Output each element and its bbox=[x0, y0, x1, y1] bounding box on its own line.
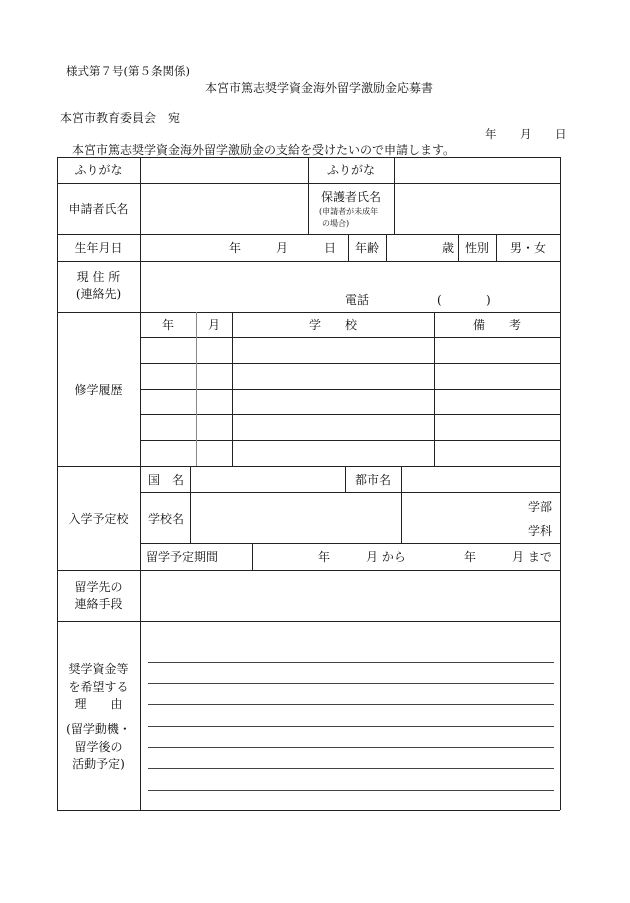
phone-paren-close: ) bbox=[486, 293, 491, 307]
guardian-furigana-field[interactable] bbox=[395, 158, 560, 183]
history-col-school: 学 校 bbox=[308, 318, 357, 332]
applicant-name-label: 申請者氏名 bbox=[68, 202, 129, 216]
study-period-label: 留学予定期間 bbox=[146, 550, 219, 564]
applicant-name-field[interactable] bbox=[141, 184, 308, 234]
intended-school-label: 入学予定校 bbox=[68, 512, 129, 526]
period-from-year: 年 bbox=[318, 550, 331, 564]
history-col-year: 年 bbox=[161, 318, 174, 332]
birthdate-field[interactable] bbox=[141, 235, 348, 261]
guardian-note-line-1: (申請者が未成年 bbox=[319, 207, 379, 216]
applicant-furigana-label: ふりがな bbox=[74, 163, 123, 177]
history-col-notes: 備 考 bbox=[472, 318, 521, 332]
guardian-name-label: 保護者氏名 bbox=[320, 190, 381, 204]
form-number: 様式第７号(第５条関係) bbox=[66, 64, 190, 78]
phone-paren-open: ( bbox=[437, 293, 442, 307]
age-label: 年齢 bbox=[354, 241, 379, 255]
education-history-rows[interactable] bbox=[141, 338, 560, 466]
reason-label-1: 奨学資金等 bbox=[68, 662, 129, 676]
reason-label-3: 理 由 bbox=[74, 697, 123, 711]
address-contact-label: (連絡先) bbox=[75, 287, 122, 301]
reason-label-4: (留学動機・ bbox=[66, 722, 131, 736]
sex-label: 性別 bbox=[464, 241, 489, 255]
contact-method-field[interactable] bbox=[141, 571, 560, 621]
birth-year-label: 年 bbox=[229, 241, 242, 255]
faculty-label: 学部 bbox=[528, 500, 553, 514]
form-title: 本宮市篤志奨学資金海外留学激励金応募書 bbox=[205, 81, 434, 95]
school-name-label: 学校名 bbox=[148, 512, 185, 526]
guardian-furigana-label: ふりがな bbox=[326, 163, 375, 177]
education-history-label: 修学履歴 bbox=[74, 383, 123, 397]
school-name-field[interactable] bbox=[191, 493, 401, 543]
birthdate-label: 生年月日 bbox=[74, 241, 123, 255]
contact-method-label: 留学先の bbox=[74, 580, 123, 594]
reason-label-5: 留学後の bbox=[74, 740, 123, 754]
phone-label: 電話 bbox=[345, 293, 370, 307]
country-label: 国 名 bbox=[148, 473, 185, 487]
date-day-label: 日 bbox=[555, 127, 567, 141]
country-field[interactable] bbox=[191, 467, 345, 492]
applicant-furigana-field[interactable] bbox=[141, 158, 308, 183]
city-label: 都市名 bbox=[354, 473, 391, 487]
reason-label-6: 活動予定) bbox=[72, 757, 125, 771]
reason-label-2: を希望する bbox=[68, 680, 129, 694]
date-year-label: 年 bbox=[485, 127, 497, 141]
birth-month-label: 月 bbox=[276, 241, 289, 255]
application-statement: 本宮市篤志奨学資金海外留学激励金の支給を受けたいので申請します。 bbox=[72, 143, 456, 157]
addressee: 本宮市教育委員会 宛 bbox=[60, 111, 181, 125]
city-field[interactable] bbox=[402, 467, 560, 492]
period-to-month: 月 まで bbox=[512, 550, 552, 564]
period-from-month: 月 から bbox=[366, 550, 406, 564]
contact-method-label-2: 連絡手段 bbox=[74, 597, 123, 611]
guardian-name-field[interactable] bbox=[395, 184, 560, 234]
date-month-label: 月 bbox=[520, 127, 532, 141]
address-label: 現 住 所 bbox=[76, 270, 121, 284]
reason-text-area[interactable] bbox=[141, 622, 560, 810]
birth-day-label: 日 bbox=[324, 241, 337, 255]
sex-options[interactable]: 男・女 bbox=[509, 241, 546, 255]
period-to-year: 年 bbox=[464, 550, 477, 564]
age-unit: 歳 bbox=[442, 241, 455, 255]
guardian-note-line-2: の場合) bbox=[322, 219, 350, 228]
history-col-month: 月 bbox=[207, 318, 220, 332]
department-label: 学科 bbox=[528, 524, 553, 538]
